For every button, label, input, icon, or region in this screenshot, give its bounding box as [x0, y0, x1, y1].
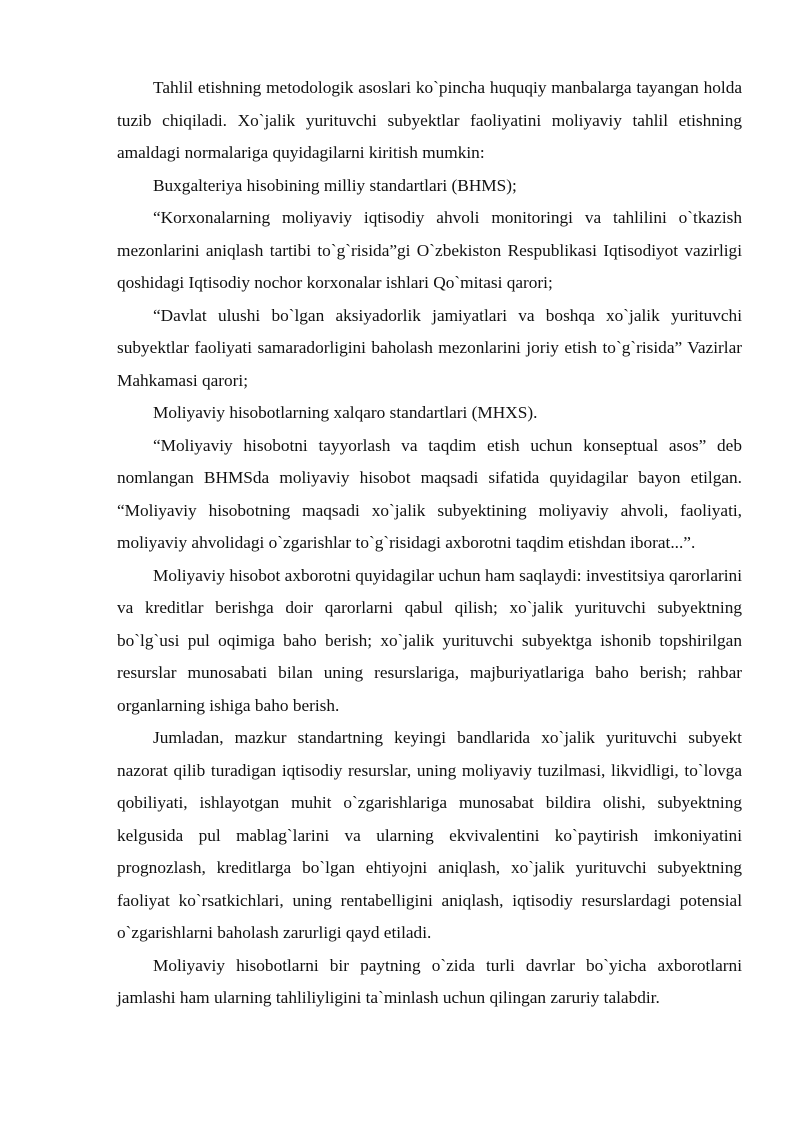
- paragraph-cabinet-decree: “Davlat ulushi bo`lgan aksiyadorlik jamiyatlari va boshqa xo`jalik yurituvchi subyektlar faoliyati samaradorligini baholash mezonlarini joriy etish to`g`risida” Vazirlar Mahkamasi qarori;: [117, 305, 742, 390]
- paragraph-multi-period: Moliyaviy hisobotlarni bir paytning o`zida turli davrlar bo`yicha axborotlarni jamlashi ham ularning tahliliyligini ta`minlash uchun qilingan zaruriy talabdir.: [117, 955, 742, 1007]
- paragraph-report-uses: Moliyaviy hisobot axborotni quyidagilar uchun ham saqlaydi: investitsiya qarorlarini va kreditlar berishga doir qarorlarni qabul qilish; xo`jalik yurituvchi subyektning bo`lg`usi pul oqimiga baho berish; xo`jalik yurituvchi subyektga ishonib topshirilgan resurslar munosabati bilan uning resurslariga, majburiyatlariga baho berish; rahbar organlarning ishiga baho berish.: [117, 565, 742, 715]
- paragraph-mhxs: Moliyaviy hisobotlarning xalqaro standartlari (MHXS).: [153, 403, 538, 422]
- paragraph-conceptual-basis: “Moliyaviy hisobotni tayyorlash va taqdim etish uchun konseptual asos” deb nomlangan BHMSda moliyaviy hisobot maqsadi sifatida quyidagilar bayon etilgan. “Moliyaviy hisobotning maqsadi xo`jalik subyektining moliyaviy ahvoli, faoliyati, moliyaviy ahvolidagi o`zgarishlar to`g`risidagi axborotni taqdim etishdan iborat...”.: [117, 435, 742, 552]
- paragraph-methodology-intro: Tahlil etishning metodologik asoslari ko`pincha huquqiy manbalarga tayangan holda tuzib chiqiladi. Xo`jalik yurituvchi subyektlar faoliyatini moliyaviy tahlil etishning amaldagi normalariga quyidagilarni kiritish mumkin:: [117, 78, 742, 162]
- body-text: [117, 72, 742, 1015]
- paragraph-standard-provisions: Jumladan, mazkur standartning keyingi bandlarida xo`jalik yurituvchi subyekt nazorat qilib turadigan iqtisodiy resurslar, uning moliyaviy tuzilmasi, likvidligi, to`lovga qobiliyati, ishlayotgan muhit o`zgarishlariga munosabat bildira olishi, subyektning kelgusida pul mablag`larini va ularning ekvivalentini ko`paytirish imkoniyatini prognozlash, kreditlarga bo`lgan ehtiyojni aniqlash, xo`jalik yurituvchi subyektning faoliyat ko`rsatkichlari, uning rentabelligini aniqlash, iqtisodiy resurslardagi potensial o`zgarishlarni baholash zarurligi qayd etiladi.: [117, 728, 742, 942]
- paragraph-monitoring-decree: “Korxonalarning moliyaviy iqtisodiy ahvoli monitoringi va tahlilini o`tkazish mezonlarini aniqlash tartibi to`g`risida”gi O`zbekiston Respublikasi Iqtisodiyot vazirligi qoshidagi Iqtisodiy nochor korxonalar ishlari Qo`mitasi qarori;: [117, 208, 742, 292]
- paragraph-bhms: Buxgalteriya hisobining milliy standartlari (BHMS);: [153, 175, 517, 195]
